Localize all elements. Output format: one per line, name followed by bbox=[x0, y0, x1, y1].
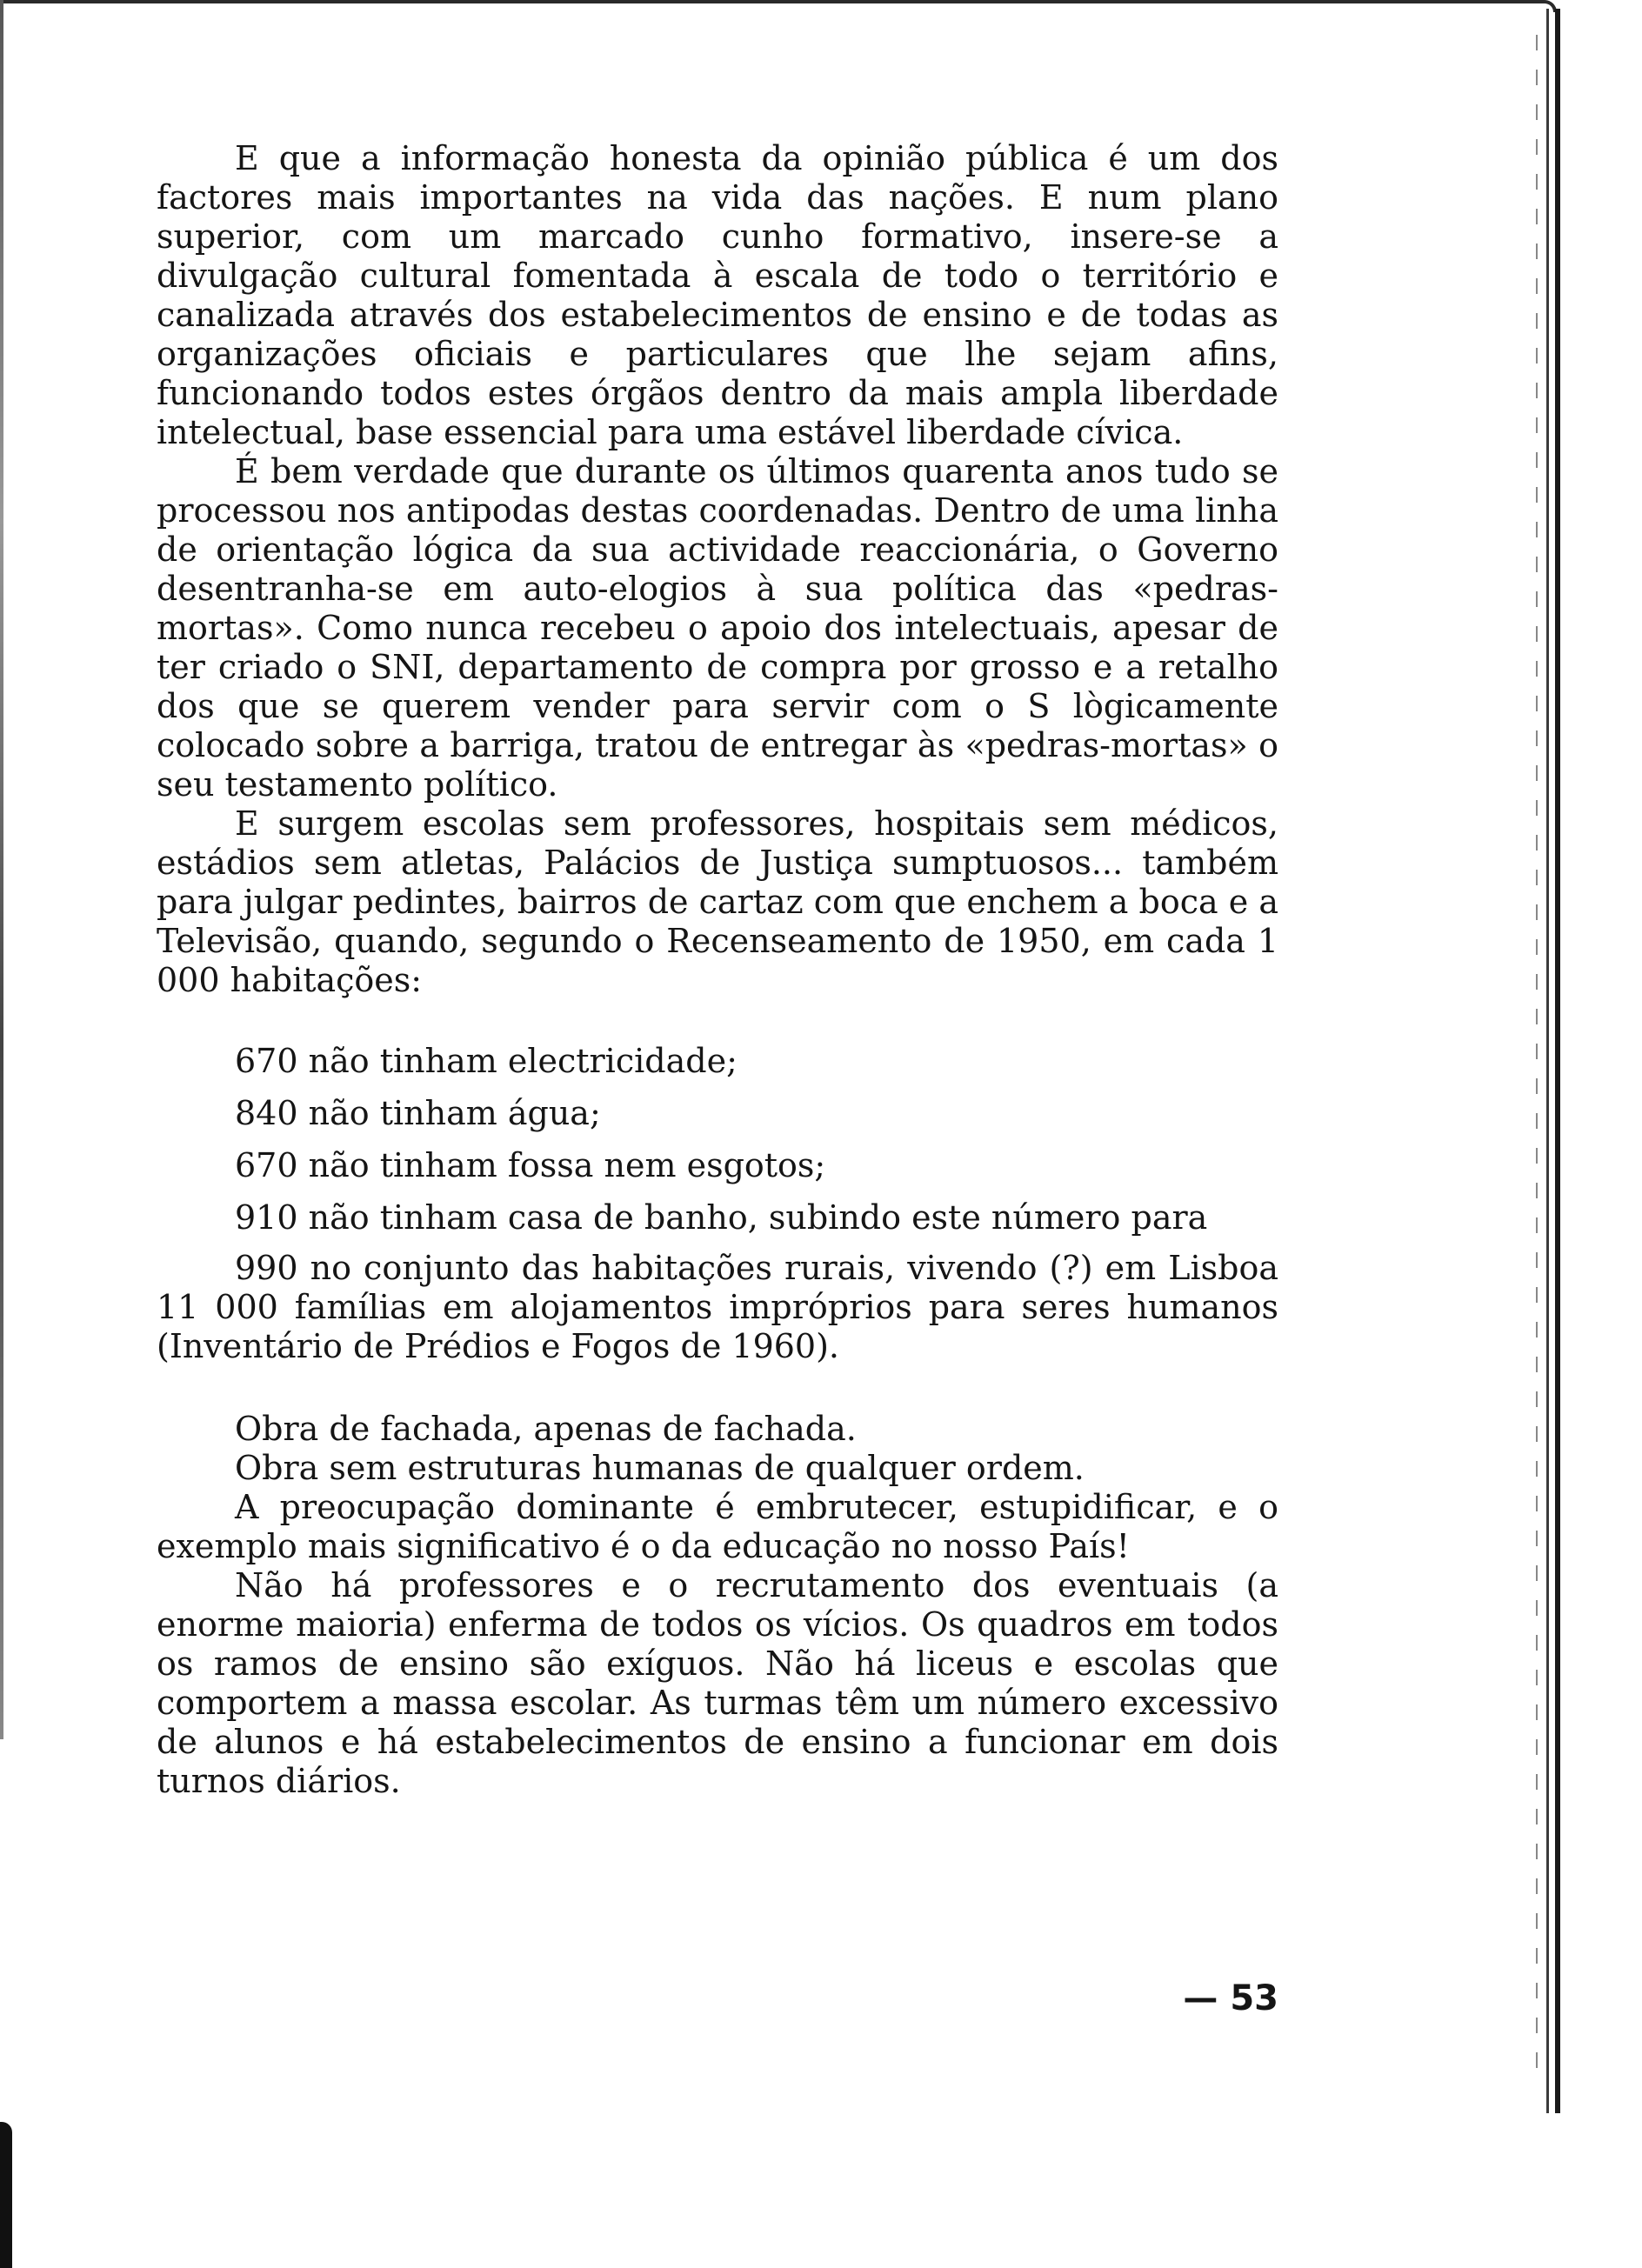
page-edge-left-bottom bbox=[0, 2122, 12, 2268]
page-edge-left bbox=[0, 0, 3, 1739]
paragraph-1: E que a informação honesta da opinião pública é um dos factores mais importantes na vida das nações. E num plano superior, com um marcado cunho formativo, insere-se a divulgação cultural fomentada à escala de todo o território e canalizada através dos estabelecimentos de ensino e de todas as organizações oficiais e particulares que lhe sejam afins, funcionando todos estes órgãos dentro da mais ampla liberdade intelectual, base essencial para uma estável liberdade cívica. bbox=[157, 139, 1278, 451]
housing-statistics-list bbox=[157, 1035, 1278, 1244]
list-item: 910 não tinham casa de banho, subindo este número para bbox=[235, 1198, 1208, 1237]
paragraph-4: Obra de fachada, apenas de fachada. bbox=[235, 1410, 857, 1448]
list-item: 670 não tinham fossa nem esgotos; bbox=[235, 1146, 826, 1184]
paragraph-7: Não há professores e o recrutamento dos eventuais (a enorme maioria) enferma de todos os vícios. Os quadros em todos os ramos de ensino são exíguos. Não há liceus e escolas que comportem a massa escolar. As turmas têm um número excessivo de alunos e há estabelecimentos de ensino a funcionar em dois turnos diários. bbox=[157, 1566, 1278, 1800]
page-edge-top bbox=[0, 0, 1557, 12]
page-edge-right-inner bbox=[1536, 35, 1538, 2087]
page-number: — 53 bbox=[1183, 1978, 1278, 2018]
section-gap bbox=[157, 1366, 1278, 1410]
body-text bbox=[157, 139, 1278, 1801]
page-edge-right bbox=[1546, 9, 1560, 2113]
list-item: 670 não tinham electricidade; bbox=[235, 1042, 738, 1080]
list-item: 840 não tinham água; bbox=[235, 1094, 601, 1132]
list-continuation: 990 no conjunto das habitações rurais, vivendo (?) em Lisboa 11 000 famílias em alojamentos impróprios para seres humanos (Inventário de Prédios e Fogos de 1960). bbox=[157, 1249, 1278, 1365]
paragraph-6: A preocupação dominante é embrutecer, estupidificar, e o exemplo mais significativo é o da educação no nosso País! bbox=[157, 1488, 1278, 1565]
paragraph-2: É bem verdade que durante os últimos quarenta anos tudo se processou nos antipodas destas coordenadas. Dentro de uma linha de orientação lógica da sua actividade reaccionária, o Governo desentranha-se em auto-elogios à sua política das «pedras-mortas». Como nunca recebeu o apoio dos intelectuais, apesar de ter criado o SNI, departamento de compra por grosso e a retalho dos que se querem vender para servir com o S lògicamente colocado sobre a barriga, tratou de entregar às «pedras-mortas» o seu testamento político. bbox=[157, 452, 1278, 804]
paragraph-5: Obra sem estruturas humanas de qualquer ordem. bbox=[235, 1449, 1085, 1487]
paragraph-3: E surgem escolas sem professores, hospitais sem médicos, estádios sem atletas, Palácios de Justiça sumptuosos... também para julgar pedintes, bairros de cartaz com que enchem a boca e a Televisão, quando, segundo o Recenseamento de 1950, em cada 1 000 habitações: bbox=[157, 804, 1278, 999]
